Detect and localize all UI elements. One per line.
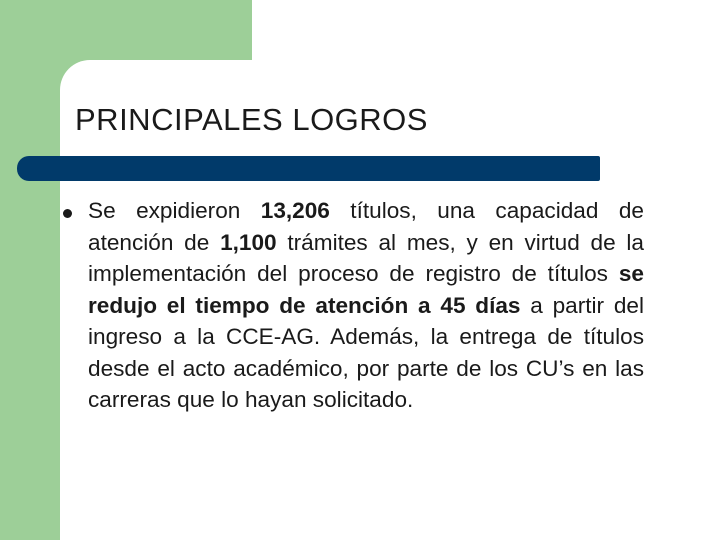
bullet-text [88, 195, 644, 416]
decorative-green-bar-left [0, 0, 62, 540]
bullet-text-segment: trámites al mes, y en virtud de la implementación del proceso de registro de títulos [88, 229, 644, 286]
title-underline-bar [17, 156, 600, 181]
bullet-text-segment: Se expidieron [88, 198, 261, 223]
bullet-text-segment: a partir del ingreso a la CCE-AG. Además, la entrega de títulos desde el acto académico, por parte de los CU’s en las carreras que lo hayan solicitado. [88, 292, 644, 412]
bullet-text-segment: títulos, una capacidad de atención de [88, 198, 644, 255]
bullet-text-highlight: 1,100 [220, 229, 277, 255]
bullet-text-highlight: se redujo el tiempo de atención a 45 días [88, 261, 644, 318]
slide-title: PRINCIPALES LOGROS [75, 102, 428, 137]
bullet-text-highlight: 13,206 [260, 198, 330, 223]
bullet-dot-icon [63, 209, 72, 218]
